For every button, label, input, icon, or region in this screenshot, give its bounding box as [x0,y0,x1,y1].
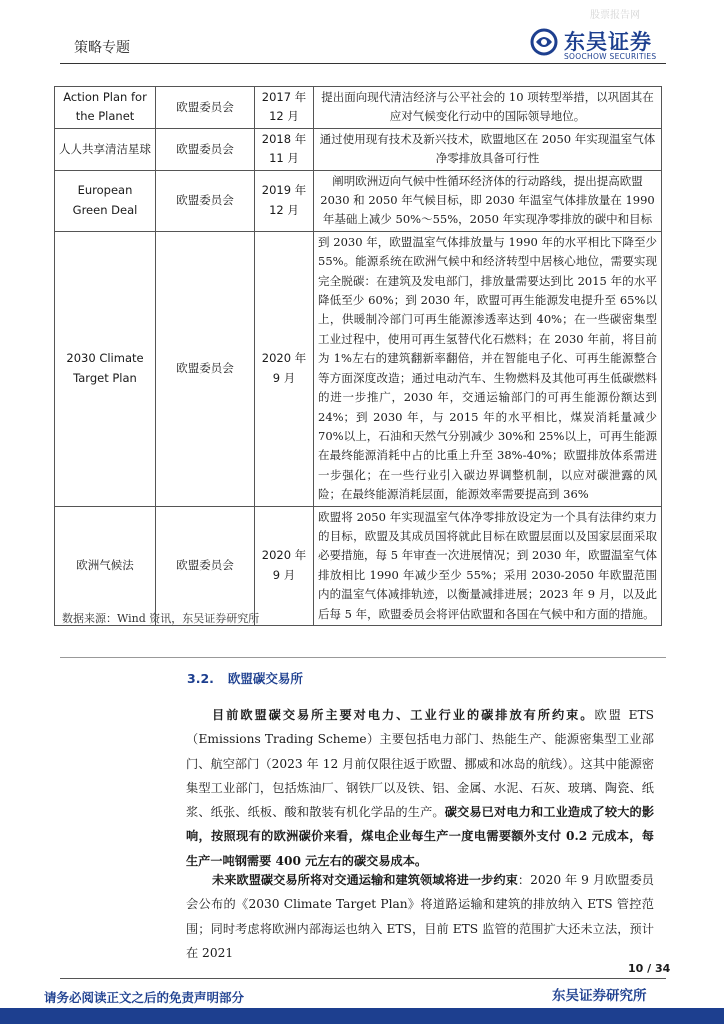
section-heading [187,669,303,687]
page-number: 10 / 34 [628,962,671,975]
policy-desc-cell: 到 2030 年，欧盟温室气体排放量与 1990 年的水平相比下降至少 55%。能源系统在欧洲气候中和经济转型中居核心地位，需要实现完全脱碳：在建筑及发电部门，排放量需要达到比 2015 年的水平降低至少 60%；到 2030 年，欧盟可再生能源发电提升至 65%以上，供暖制冷部门可再生能源渗透率达到 40%；在一些碳密集型工业过程中，使用可再生氢替代化石燃料；在 2030 年前，将目前为 1%左右的建筑翻新率翻倍，并在智能电子化、可再生能源整合等方面深度改造；通过电动汽车、生物燃料及其他可再生低碳燃料的进一步推广，2030 年，交通运输部门的可再生能源份额达到 24%；到 2030 年，与 2015 年的水平相比，煤炭消耗量减少 70%以上，石油和天然气分别减少 30%和 25%以上，可再生能源在最终能源消耗中占的比重上升至 38%-40%；欧盟排放体系需进一步强化；在一些行业引入碳边界调整机制，以应对碳泄露的风险；在最终能源消耗层面，能源效率需要提高到 36% [314,231,662,506]
table-row [55,231,662,506]
policy-desc-cell: 欧盟将 2050 年实现温室气体净零排放设定为一个具有法律约束力的目标，欧盟及其成员国将就此目标在欧盟层面以及国家层面采取必要措施，每 5 年审查一次进展情况；到 2030 年，欧盟温室气体排放相比 1990 年减少至少 55%；采用 2030-2050 年欧盟范围内的温室气体减排轨迹，以衡量减排进展；2023 年 9 月，以及此后每 5 年，欧盟委员会将评估欧盟和各国在气候中和方面的措施。 [314,506,662,625]
policy-name-cell: 人人共享清洁星球 [55,128,156,170]
soochow-logo-icon [530,28,558,56]
logo-english-name: SOOCHOW SECURITIES [564,52,657,61]
policy-name-cell: European Green Deal [55,170,156,231]
header-divider [60,63,666,64]
paragraph-eu-ets-scope [186,703,654,873]
company-logo [530,26,680,62]
policy-org-cell: 欧盟委员会 [156,506,255,625]
policy-date-cell: 2020 年 9 月 [255,231,314,506]
policy-date-cell: 2018 年 11 月 [255,128,314,170]
paragraph-eu-ets-future [186,868,654,965]
section-number: 3.2. [187,671,214,686]
policy-org-cell: 欧盟委员会 [156,87,255,129]
policy-name-cell: 欧洲气候法 [55,506,156,625]
paragraph-body: ：2020 年 9 月欧盟委员会公布的《2030 Climate Target Plan》将道路运输和建筑的排放纳入 ETS 管控范围；同时考虑将欧洲内部海运也纳入 ETS，目前 ETS 监管的范围扩大还未立法，预计在 2021 [186,873,654,960]
policy-name-cell: 2030 Climate Target Plan [55,231,156,506]
paragraph-lead-bold: 未来欧盟碳交易所将对交通运输和建筑领域将进一步约束 [212,873,518,887]
footer-bar [0,1008,724,1024]
policy-org-cell: 欧盟委员会 [156,128,255,170]
footer-divider [60,978,666,979]
policy-desc-cell: 阐明欧洲迈向气候中性循环经济体的行动路线，提出提高欧盟 2030 和 2050 年气候目标，即 2030 年温室气体排放量在 1990 年基础上减少 50%～55%，2050 年实现净零排放的碳中和目标 [314,170,662,231]
policy-table [54,86,662,626]
logo-chinese-name: 东吴证券 [564,30,652,54]
policy-name-cell: Action Plan for the Planet [55,87,156,129]
table-row [55,128,662,170]
footer-brand: 东吴证券研究所 [552,988,647,1004]
page-header-title: 策略专题 [74,40,130,56]
section-divider [60,657,666,658]
policy-date-cell: 2020 年 9 月 [255,506,314,625]
footer-disclaimer: 请务必阅读正文之后的免责声明部分 [44,990,245,1005]
table-row [55,87,662,129]
policy-desc-cell: 通过使用现有技术及新兴技术，欧盟地区在 2050 年实现温室气体净零排放具备可行性 [314,128,662,170]
policy-org-cell: 欧盟委员会 [156,170,255,231]
policy-org-cell: 欧盟委员会 [156,231,255,506]
table-row [55,506,662,625]
paragraph-conclusion-bold: 碳交易已对电力和工业造成了较大的影响，按照现有的欧洲碳价来看，煤电企业每生产一度电需要额外支付 0.2 元成本，每生产一吨钢需要 400 元左右的碳交易成本。 [186,805,655,868]
policy-date-cell: 2019 年 12 月 [255,170,314,231]
paragraph-body: 欧盟 ETS（Emissions Trading Scheme）主要包括电力部门、热能生产、能源密集型工业部门、航空部门（2023 年 12 月前仅限往返于欧盟、挪威和冰岛的航线）。这其中能源密集型工业部门，包括炼油厂、钢铁厂以及铁、铝、金属、水泥、石灰、玻璃、陶瓷、纸浆、纸张、纸板、酸和散装有机化学品的生产。 [186,708,655,820]
paragraph-lead-bold: 目前欧盟碳交易所主要对电力、工业行业的碳排放有所约束。 [212,708,595,722]
policy-desc-cell: 提出面向现代清洁经济与公平社会的 10 项转型举措，以巩固其在应对气候变化行动中的国际领导地位。 [314,87,662,129]
data-source-note: 数据来源：Wind 资讯，东吴证券研究所 [62,612,260,625]
table-row [55,170,662,231]
watermark: 股票报告网 [590,10,640,21]
section-title: 欧盟碳交易所 [227,671,303,686]
policy-date-cell: 2017 年 12 月 [255,87,314,129]
